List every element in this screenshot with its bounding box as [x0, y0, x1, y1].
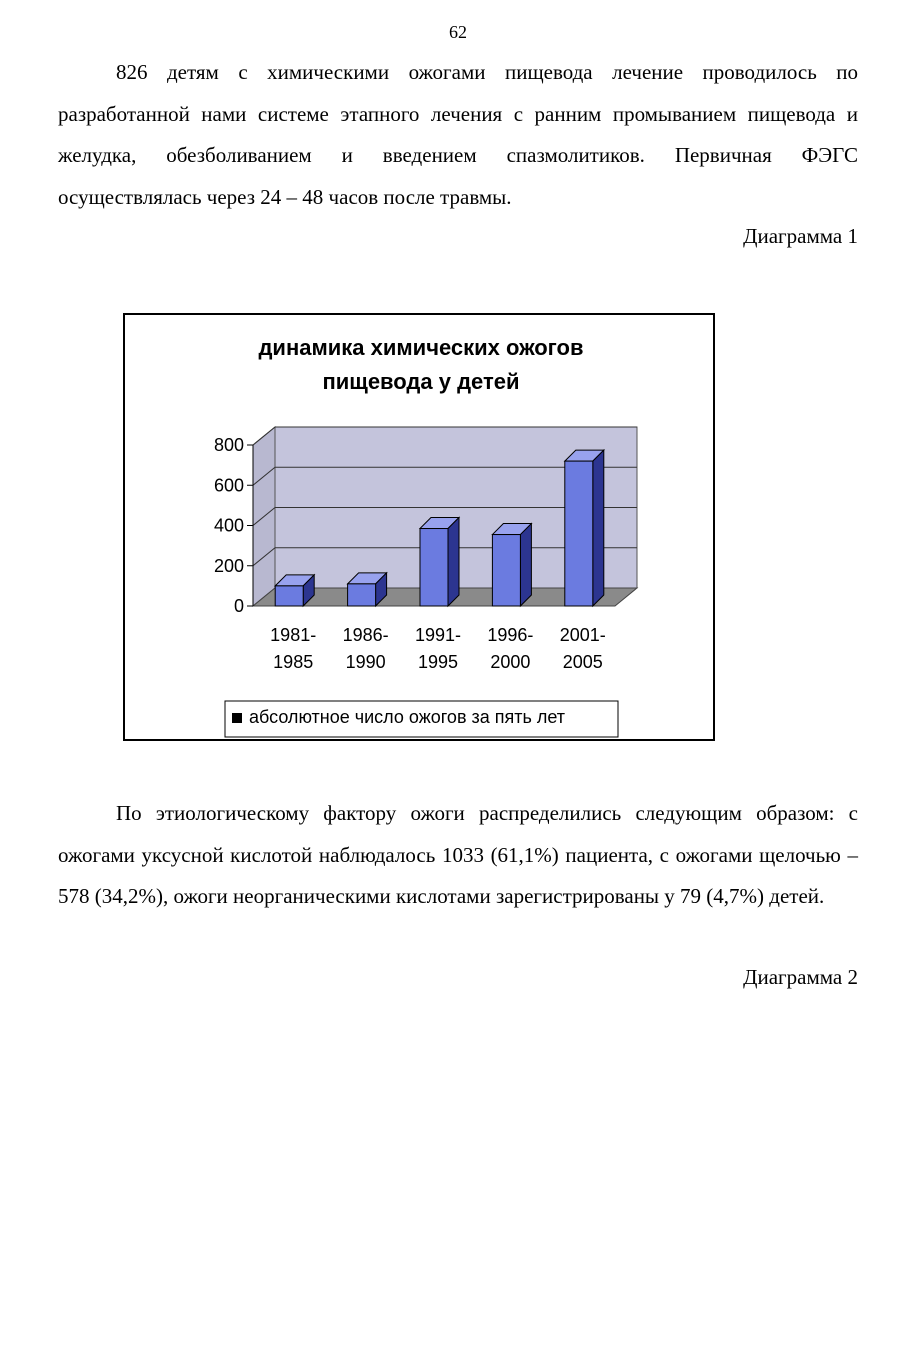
- chart-bar-side: [448, 518, 459, 606]
- chart-bar-side: [593, 450, 604, 606]
- chart-bar: [420, 529, 448, 606]
- chart-y-tick-label: 200: [213, 555, 244, 576]
- chart-x-tick-label: 1996-: [487, 625, 534, 645]
- chart-frame: [123, 313, 715, 741]
- chart-svg: [125, 315, 713, 739]
- paragraph-1-text: 826 детям с химическими ожогами пищевода лечение проводилось по разработанной нами системе этапного лечения с ранним промыванием пищевода и желудка, обезболиванием и введением спазмолитиков. Первичная ФЭГС осуществлялась через 24 – 48 часов после травмы.: [58, 60, 858, 209]
- chart-legend: [225, 701, 618, 737]
- legend-marker: [232, 713, 242, 723]
- chart-x-tick-label: 1981-: [270, 625, 317, 645]
- chart-bar: [275, 586, 303, 606]
- chart-x-tick-label: 2001-: [559, 625, 606, 645]
- chart-bar: [492, 535, 520, 606]
- chart-bar: [348, 584, 376, 606]
- chart-x-tick-label: 1985: [273, 652, 314, 672]
- diagram-2-caption: Диаграмма 2: [743, 965, 858, 989]
- chart-y-tick-label: 0: [233, 596, 244, 616]
- chart-plot-area: [214, 427, 637, 672]
- chart-x-tick-label: 1990: [345, 652, 386, 672]
- chart-bar: [565, 461, 593, 606]
- paragraph-1: [58, 52, 858, 218]
- chart-y-tick-label: 400: [213, 515, 244, 536]
- chart-bar-side: [520, 524, 531, 606]
- paragraph-2: [58, 793, 858, 918]
- chart-x-tick-label: 2005: [562, 652, 603, 672]
- paragraph-2-text: По этиологическому фактору ожоги распределились следующим образом: с ожогами уксусной кислотой наблюдалось 1033 (61,1%) пациента, с ожогами щелочью – 578 (34,2%), ожоги неорганическими кислотами зарегистрированы у 79 (4,7%) детей.: [58, 801, 858, 908]
- chart-x-tick-label: 1986-: [342, 625, 389, 645]
- chart-x-tick-label: 1991-: [414, 625, 462, 645]
- diagram-1-caption: Диаграмма 1: [743, 224, 858, 248]
- chart-x-tick-label: 2000: [490, 652, 531, 672]
- chart-x-tick-label: 1995: [417, 652, 459, 672]
- page-number: 62: [449, 22, 467, 42]
- chart-title-line-2: пищевода у детей: [322, 369, 520, 394]
- chart-y-tick-label: 800: [213, 435, 244, 455]
- legend-label: абсолютное число ожогов за пять лет: [249, 707, 566, 727]
- chart-y-tick-label: 600: [213, 475, 244, 496]
- chart-title-line-1: динамика химических ожогов: [258, 335, 584, 360]
